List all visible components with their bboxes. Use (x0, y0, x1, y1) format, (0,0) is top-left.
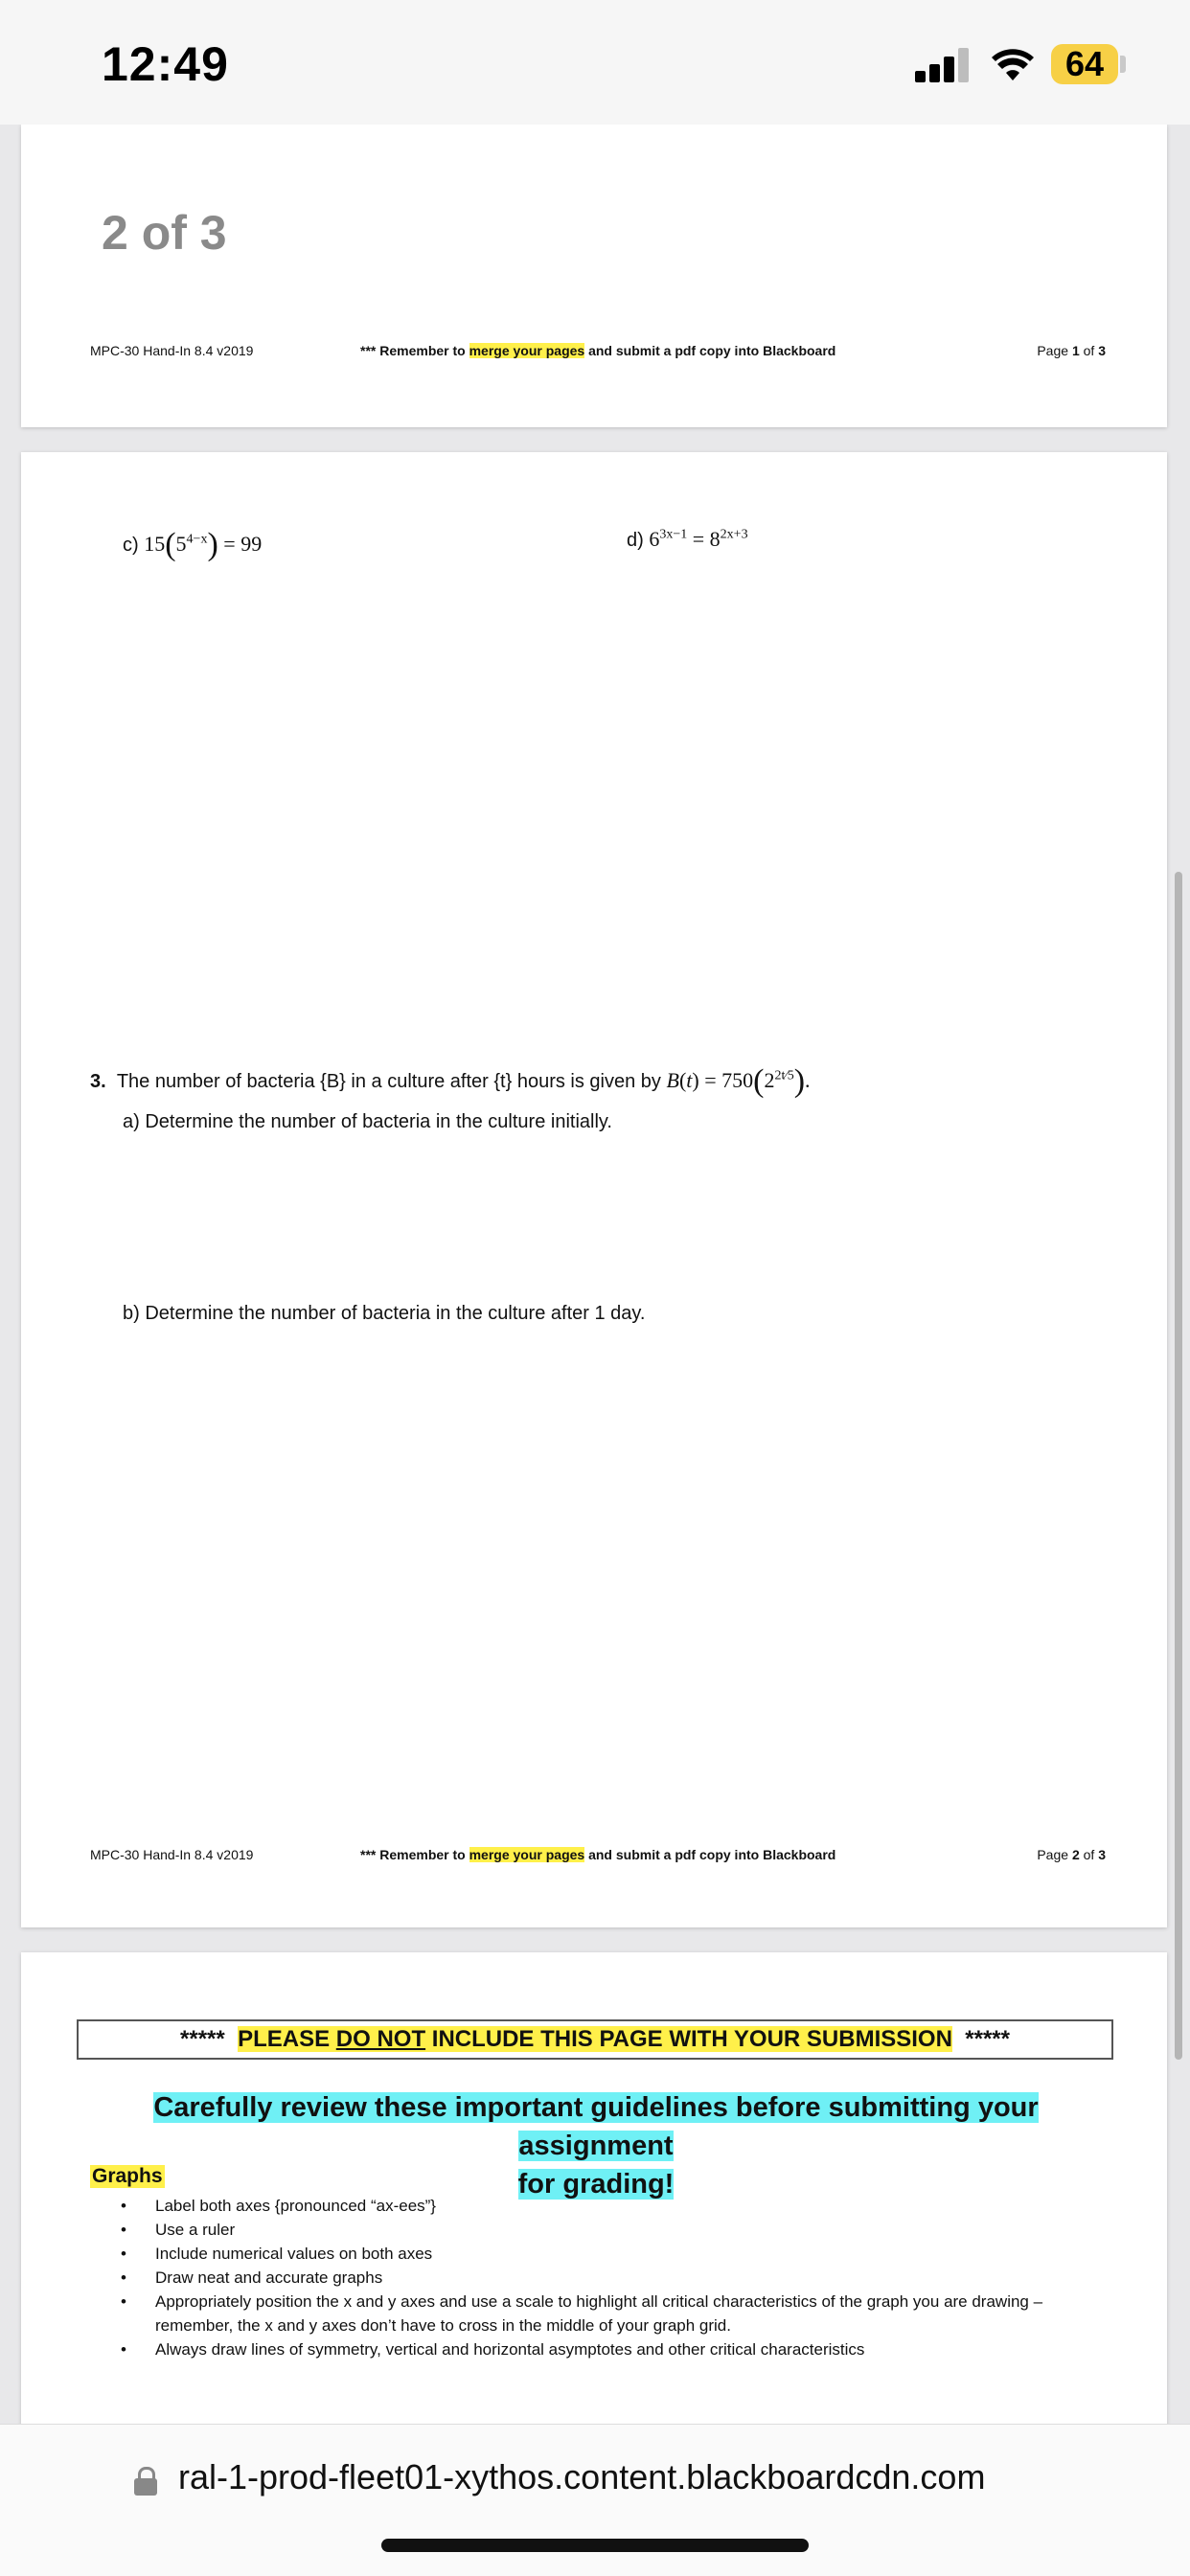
question-3b: b) Determine the number of bacteria in the culture after 1 day. (123, 1303, 646, 1324)
question-3: 3. The number of bacteria {B} in a culture after {t} hours is given by $B(t) = 750(2^{2t⁄5})$. (90, 1063, 811, 1099)
vertical-scrollbar[interactable] (1175, 872, 1182, 2060)
list-item: • Include numerical values on both axes (121, 2242, 1117, 2266)
lock-icon (134, 2467, 157, 2496)
battery-icon: 64 (1051, 44, 1118, 84)
list-item: • Label both axes {pronounced “ax-ees”} (121, 2194, 1117, 2218)
list-item: • Use a ruler (121, 2218, 1117, 2242)
status-bar (0, 0, 1190, 125)
page-counter: 2 of 3 (102, 206, 227, 260)
pdf-page-1 (21, 125, 1167, 427)
page-footer (90, 1847, 1106, 1870)
footer-page-number: Page 2 of 3 (1037, 1847, 1106, 1862)
question-2c: c) $15(5^{4-x}) = 99$ (123, 527, 263, 562)
cellular-signal-icon (915, 48, 973, 82)
footer-reminder: *** Remember to merge your pages and submit a pdf copy into Blackboard (360, 343, 836, 358)
question-3a: a) Determine the number of bacteria in the culture initially. (123, 1111, 612, 1132)
wifi-icon (992, 48, 1034, 82)
list-item: • Always draw lines of symmetry, vertical and horizontal asymptotes and other critical characteristics (121, 2337, 1117, 2361)
url-text[interactable]: ral-1-prod-fleet01-xythos.content.blackboardcdn.com (178, 2457, 986, 2496)
list-item: • Draw neat and accurate graphs (121, 2266, 1117, 2290)
graphs-section-title: Graphs (92, 2165, 163, 2187)
graphs-guidelines-list (121, 2194, 1117, 2361)
pdf-viewer[interactable] (0, 125, 1190, 2424)
footer-page-number: Page 1 of 3 (1037, 343, 1106, 358)
guidelines-headline: Carefully review these important guidelines before submitting your assignment for grading! (153, 2092, 1039, 2200)
home-indicator[interactable] (381, 2539, 809, 2552)
footer-doc-id: MPC-30 Hand-In 8.4 v2019 (90, 343, 254, 358)
question-2d: d) $6^{3x-1} = 8^{2x+3}$ (627, 527, 748, 551)
battery-tip (1120, 56, 1126, 73)
footer-reminder: *** Remember to merge your pages and submit a pdf copy into Blackboard (360, 1847, 836, 1862)
pdf-page-2 (21, 452, 1167, 1927)
list-item: • Appropriately position the x and y axes and use a scale to highlight all critical characteristics of the graph you are drawing – remember, the x and y axes don’t have to cross in the middle of your graph grid. (121, 2290, 1117, 2337)
footer-doc-id: MPC-30 Hand-In 8.4 v2019 (90, 1847, 254, 1862)
page-footer (90, 343, 1106, 366)
url-bar[interactable] (0, 2424, 1190, 2576)
status-time: 12:49 (102, 37, 229, 91)
submission-notice: ***** PLEASE DO NOT INCLUDE THIS PAGE WITH YOUR SUBMISSION ***** (77, 2019, 1113, 2060)
